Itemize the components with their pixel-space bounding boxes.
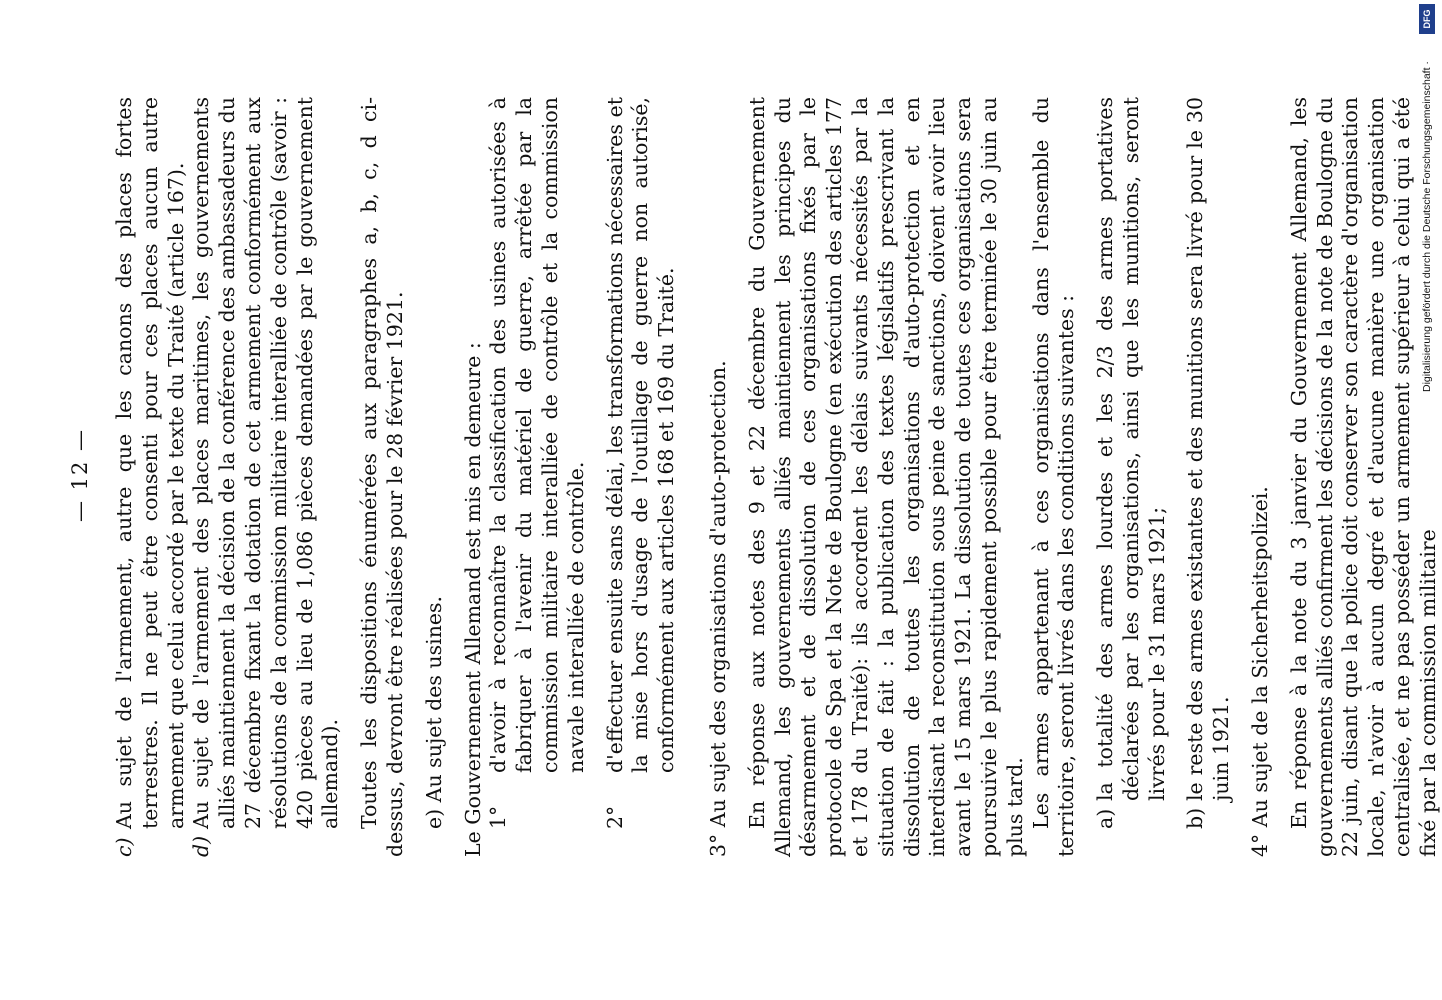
section-e-item-1 (486, 97, 589, 857)
section-3-paragraph-2: Les armes appartenant à ces organisations dans l'ensemble du territoire, seront livrés dans les conditions suivantes : (1028, 97, 1079, 857)
section-3-heading: 3° Au sujet des organisations d'auto-protection. (705, 360, 730, 857)
section-3-item-a-marker: a) (1093, 808, 1118, 829)
attribution-text: Digitalisierung gefördert durch die Deutsche Forschungsgemeinschaft · (1421, 61, 1433, 392)
summary-paragraph: Toutes les dispositions énumérées aux paragraphes a, b, c, d ci-dessus, devront être réalisées pour le 28 février 1921. (357, 97, 407, 857)
page-body (112, 97, 1442, 857)
section-e-item-2-text: d'effectuer ensuite sans délai, les transformations nécessaires et la mise hors d'usage de l'outillage de guerre non autorisé, conformément aux articles 168 et 169 du Traité. (602, 97, 679, 773)
section-e-intro: Le Gouvernement Allemand est mis en demeure : (460, 342, 485, 857)
section-4-heading: 4° Au sujet de la Sicherheitspolizei. (1248, 486, 1273, 857)
section-e-item-1-marker: 1° (486, 805, 511, 829)
section-3-item-b (1183, 97, 1235, 857)
section-3-item-a (1093, 97, 1170, 857)
section-e-item-2-marker: 2° (602, 805, 627, 829)
margin-attribution (1419, 9, 1435, 392)
paragraph-d-marker: d) (189, 835, 214, 857)
section-3-item-a-text: la totalité des armes lourdes et les 2/3 des armes portatives déclarées par les organisations, ainsi que les munitions, seront livrés pour le 31 mars 1921; (1093, 97, 1169, 801)
paragraph-d-text: Au sujet de l'armement des places maritimes, les gouvernements alliés maintiennent la décision de la conférence des ambassadeurs du 27 décembre fixant la dotation de cet armement conformément aux résolutions de la commission militaire interalliée de contrôle (savoir : 420 pièces au lieu de 1,086 pièces demandées par le gouvernement allemand). (189, 97, 343, 829)
paragraph-c-text: Au sujet de l'armement, autre que les canons des places fortes terrestres. Il ne peut être consenti pour ces places aucun autre armement que celui accordé par le texte du Traité (article 167). (112, 97, 188, 829)
paragraph-c (112, 97, 189, 857)
paragraph-c-marker: c) (112, 837, 136, 857)
section-e-heading: e) Au sujet des usines. (421, 595, 446, 829)
dfg-logo-text: DFG (1422, 9, 1432, 29)
section-e-item-1-text: d'avoir à reconnaître la classification des usines autorisées à fabriquer à l'avenir du matériel de guerre, arrêtée par la commission militaire interalliée de contrôle et la commission navale interalliée de contrôle. (486, 97, 588, 773)
page-number: — 12 — (68, 427, 92, 523)
section-4-paragraph-1: En réponse à la note du 3 janvier du Gouvernement Allemand, les gouvernements alliés confirment les décisions de la note de Boulogne du 22 juin, disant que la police doit conserver son caractère d'organisation locale, n'avoir à aucun degré et d'aucune manière une organisation centralisée, et ne pas posséder un armement supérieur à celui qui a été fixé par la commission militaire (1286, 97, 1440, 857)
section-3-item-b-text: le reste des armes existantes et des munitions sera livré pour le 30 juin 1921. (1183, 97, 1234, 801)
paragraph-d (189, 97, 344, 857)
section-3-item-b-marker: b) (1183, 807, 1208, 829)
section-3-paragraph-1: En réponse aux notes des 9 et 22 décembre du Gouvernement Allemand, les gouvernements alliés maintiennent les principes du désarmement et de dissolution de ces organisations fixés par le protocole de Spa et la Note de Boulogne (en exécution des articles 177 et 178 du Traité): ils accordent les délais suivants nécessités par la situation de fait : la publication des textes législatifs prescrivant la dissolution de toutes les organisations d'auto-protection et en interdisant la reconstitution sous peine de sanctions, doivent avoir lieu avant le 15 mars 1921. La dissolution de toutes ces organisations sera poursuivie le plus rapidement possible pour être terminée le 30 juin au plus tard. (744, 97, 1027, 857)
section-e-item-2 (603, 97, 680, 857)
